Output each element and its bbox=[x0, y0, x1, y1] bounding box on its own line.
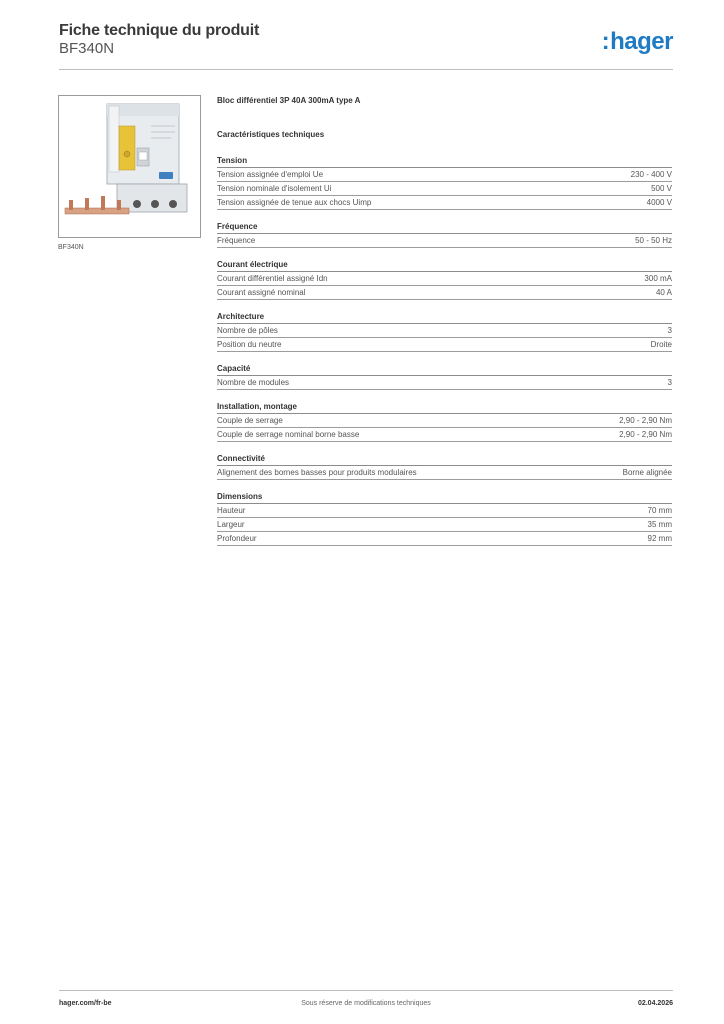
spec-value: 70 mm bbox=[647, 506, 672, 515]
spec-label: Couple de serrage nominal borne basse bbox=[217, 430, 360, 439]
spec-label: Alignement des bornes basses pour produits modulaires bbox=[217, 468, 417, 477]
spec-row bbox=[217, 234, 672, 248]
spec-label: Courant différentiel assigné Idn bbox=[217, 274, 328, 283]
spec-row bbox=[217, 182, 672, 196]
spec-row bbox=[217, 272, 672, 286]
product-name: Bloc différentiel 3P 40A 300mA type A bbox=[217, 96, 361, 105]
logo-text: hager bbox=[610, 28, 673, 55]
spec-row bbox=[217, 338, 672, 352]
section-courant bbox=[217, 260, 672, 300]
page-footer bbox=[59, 990, 673, 1015]
spec-value: Droite bbox=[650, 340, 672, 349]
spec-value: 4000 V bbox=[646, 198, 672, 207]
spec-row bbox=[217, 376, 672, 390]
spec-value: 3 bbox=[667, 326, 672, 335]
section-title: Dimensions bbox=[217, 492, 672, 504]
spec-label: Profondeur bbox=[217, 534, 257, 543]
spec-label: Largeur bbox=[217, 520, 245, 529]
section-architecture bbox=[217, 312, 672, 352]
spec-label: Fréquence bbox=[217, 236, 256, 245]
spec-value: 500 V bbox=[651, 184, 672, 193]
spec-row bbox=[217, 518, 672, 532]
footer-notice: Sous réserve de modifications techniques bbox=[301, 1000, 431, 1007]
product-photo-icon bbox=[59, 96, 200, 237]
spec-label: Hauteur bbox=[217, 506, 246, 515]
spec-row bbox=[217, 168, 672, 182]
spec-label: Tension assignée de tenue aux chocs Uimp bbox=[217, 198, 372, 207]
spec-row bbox=[217, 324, 672, 338]
section-tension bbox=[217, 156, 672, 210]
section-title: Courant électrique bbox=[217, 260, 672, 272]
section-connectivite bbox=[217, 454, 672, 480]
section-installation bbox=[217, 402, 672, 442]
spec-value: 230 - 400 V bbox=[630, 170, 672, 179]
section-capacite bbox=[217, 364, 672, 390]
section-title: Connectivité bbox=[217, 454, 672, 466]
spec-row bbox=[217, 286, 672, 300]
footer-date: 02.04.2026 bbox=[637, 1000, 673, 1007]
page-header bbox=[59, 21, 673, 70]
spec-row bbox=[217, 414, 672, 428]
spec-row bbox=[217, 196, 672, 210]
spec-label: Tension assignée d'emploi Ue bbox=[217, 170, 324, 179]
spec-label: Nombre de pôles bbox=[217, 326, 278, 335]
spec-label: Tension nominale d'isolement Ui bbox=[217, 184, 332, 193]
spec-value: 2,90 - 2,90 Nm bbox=[619, 430, 672, 439]
spec-row bbox=[217, 428, 672, 442]
spec-label: Couple de serrage bbox=[217, 416, 283, 425]
spec-value: 300 mA bbox=[644, 274, 672, 283]
section-title: Tension bbox=[217, 156, 672, 168]
section-title: Installation, montage bbox=[217, 402, 672, 414]
spec-value: Borne alignée bbox=[622, 468, 672, 477]
spec-value: 2,90 - 2,90 Nm bbox=[619, 416, 672, 425]
spec-row bbox=[217, 466, 672, 480]
spec-value: 50 - 50 Hz bbox=[635, 236, 672, 245]
product-image bbox=[58, 95, 201, 238]
hager-logo: :hager bbox=[601, 28, 673, 55]
section-frequence bbox=[217, 222, 672, 248]
image-caption: BF340N bbox=[58, 244, 84, 251]
product-reference: BF340N bbox=[59, 40, 115, 57]
section-title: Capacité bbox=[217, 364, 672, 376]
spec-label: Position du neutre bbox=[217, 340, 282, 349]
section-title: Fréquence bbox=[217, 222, 672, 234]
spec-value: 35 mm bbox=[647, 520, 672, 529]
spec-value: 3 bbox=[667, 378, 672, 387]
section-title: Architecture bbox=[217, 312, 672, 324]
spec-content bbox=[217, 96, 672, 546]
spec-row bbox=[217, 532, 672, 546]
spec-label: Courant assigné nominal bbox=[217, 288, 306, 297]
specifications-heading: Caractéristiques techniques bbox=[217, 130, 325, 139]
footer-website-link[interactable]: hager.com/fr-be bbox=[59, 1000, 112, 1007]
section-dimensions bbox=[217, 492, 672, 546]
spec-label: Nombre de modules bbox=[217, 378, 290, 387]
spec-value: 40 A bbox=[655, 288, 672, 297]
document-title: Fiche technique du produit bbox=[59, 22, 260, 39]
spec-value: 92 mm bbox=[647, 534, 672, 543]
spec-row bbox=[217, 504, 672, 518]
